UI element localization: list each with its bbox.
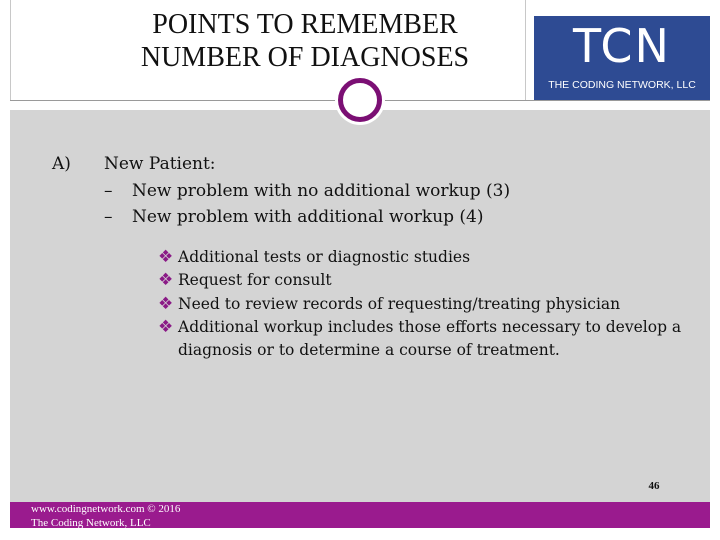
list-item: [158, 269, 698, 292]
section-heading: New Patient:: [104, 154, 216, 174]
diamond-bullet-icon: ❖: [158, 293, 174, 314]
sub-item: [104, 206, 484, 228]
list-item-text: Request for consult: [178, 271, 332, 290]
title-line-1: POINTS TO REMEMBER: [152, 9, 458, 40]
sub-item-text: New problem with additional workup (4): [132, 207, 484, 227]
footer-copyright: www.codingnetwork.com © 2016: [31, 503, 181, 515]
section-label: A): [52, 154, 71, 174]
logo-mark: TCN: [573, 19, 671, 73]
sub-item-text: New problem with no additional workup (3): [132, 181, 511, 201]
company-logo: [534, 16, 710, 100]
list-item-text: Additional tests or diagnostic studies: [178, 248, 471, 266]
diamond-bullet-icon: ❖: [158, 247, 174, 267]
page-number: 46: [648, 480, 660, 492]
list-item: [158, 293, 698, 316]
footer-company: The Coding Network, LLC: [31, 517, 151, 529]
dash-bullet-icon: –: [104, 181, 113, 201]
slide-title: [110, 8, 500, 74]
list-item: [158, 316, 698, 363]
title-line-2: NUMBER OF DIAGNOSES: [140, 42, 470, 73]
header-logo-divider: [525, 0, 526, 100]
dash-bullet-icon: –: [104, 207, 113, 227]
logo-subtitle: THE CODING NETWORK, LLC: [548, 79, 696, 91]
list-item: [158, 246, 698, 269]
header-left-border: [10, 0, 11, 100]
diamond-bullet-icon: ❖: [158, 316, 174, 337]
list-item-text: Additional workup includes those efforts necessary to develop a diagnosis or to determine a course of treatment.: [178, 317, 682, 360]
footer-text: [31, 502, 180, 530]
ring-ornament-icon: [338, 78, 382, 122]
list-item-text: Need to review records of requesting/treating physician: [178, 294, 621, 313]
sub-item: [104, 180, 510, 202]
diamond-bullet-icon: ❖: [158, 270, 174, 291]
bullet-list: [158, 246, 698, 362]
